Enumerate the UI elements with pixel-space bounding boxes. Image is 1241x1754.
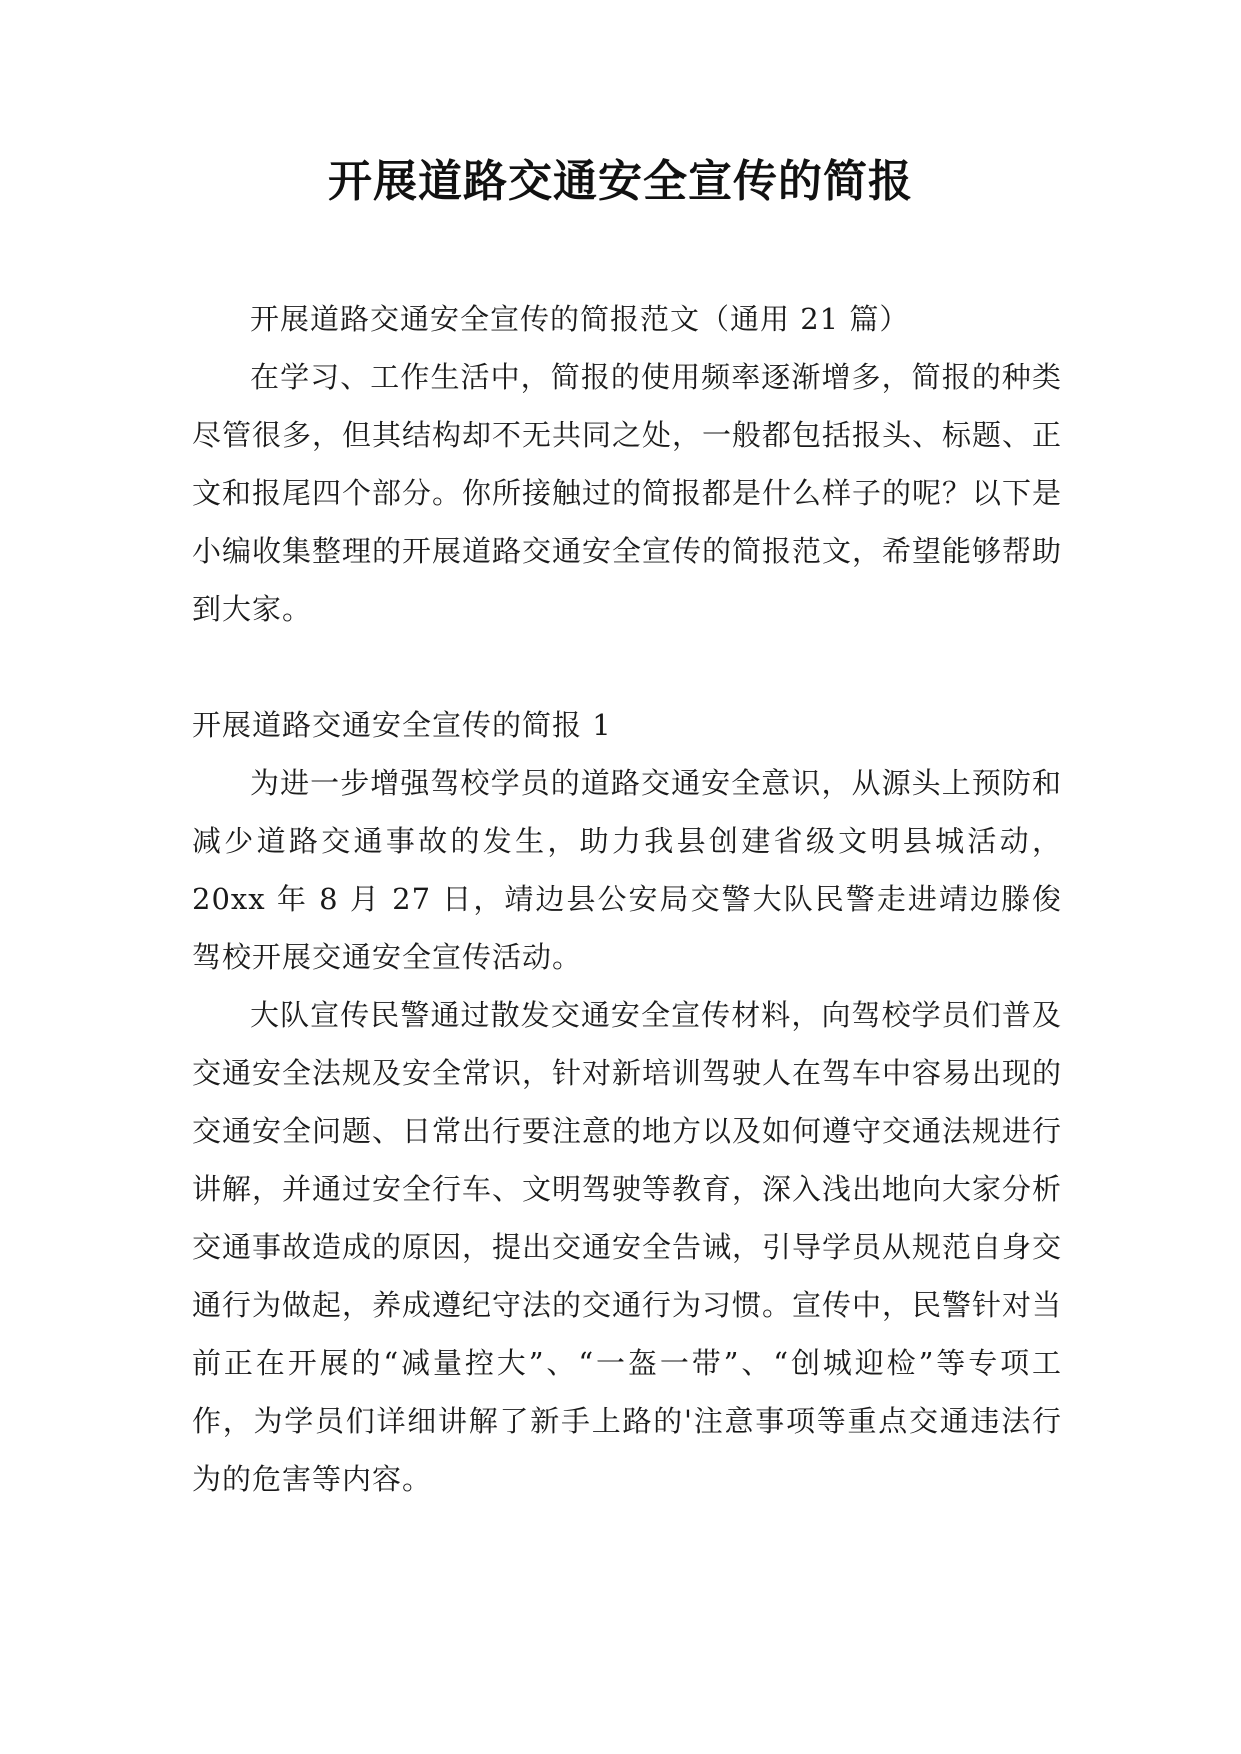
document-title: 开展道路交通安全宣传的简报 [328, 156, 913, 207]
section-gap [192, 638, 1062, 696]
document-body [192, 290, 1062, 1508]
body-paragraph: 为进一步增强驾校学员的道路交通安全意识，从源头上预防和减少道路交通事故的发生，助力我县创建省级文明县城活动，20xx 年 8 月 27 日，靖边县公安局交警大队民警走进靖边滕俊驾校开展交通安全宣传活动。 [192, 766, 1062, 974]
intro-paragraph: 在学习、工作生活中，简报的使用频率逐渐增多，简报的种类尽管很多，但其结构却不无共同之处，一般都包括报头、标题、正文和报尾四个部分。你所接触过的简报都是什么样子的呢？以下是小编收集整理的开展道路交通安全宣传的简报范文，希望能够帮助到大家。 [192, 360, 1063, 626]
body-paragraph: 大队宣传民警通过散发交通安全宣传材料，向驾校学员们普及交通安全法规及安全常识，针对新培训驾驶人在驾车中容易出现的交通安全问题、日常出行要注意的地方以及如何遵守交通法规进行讲解，并通过安全行车、文明驾驶等教育，深入浅出地向大家分析交通事故造成的原因，提出交通安全告诫，引导学员从规范自身交通行为做起，养成遵纪守法的交通行为习惯。宣传中，民警针对当前正在开展的“减量控大”、“一盔一带”、“创城迎检”等专项工作，为学员们详细讲解了新手上路的'注意事项等重点交通违法行为的危害等内容。 [192, 998, 1063, 1496]
subtitle-paragraph: 开展道路交通安全宣传的简报范文（通用 21 篇） [250, 302, 910, 336]
section-heading: 开展道路交通安全宣传的简报 1 [192, 708, 612, 742]
